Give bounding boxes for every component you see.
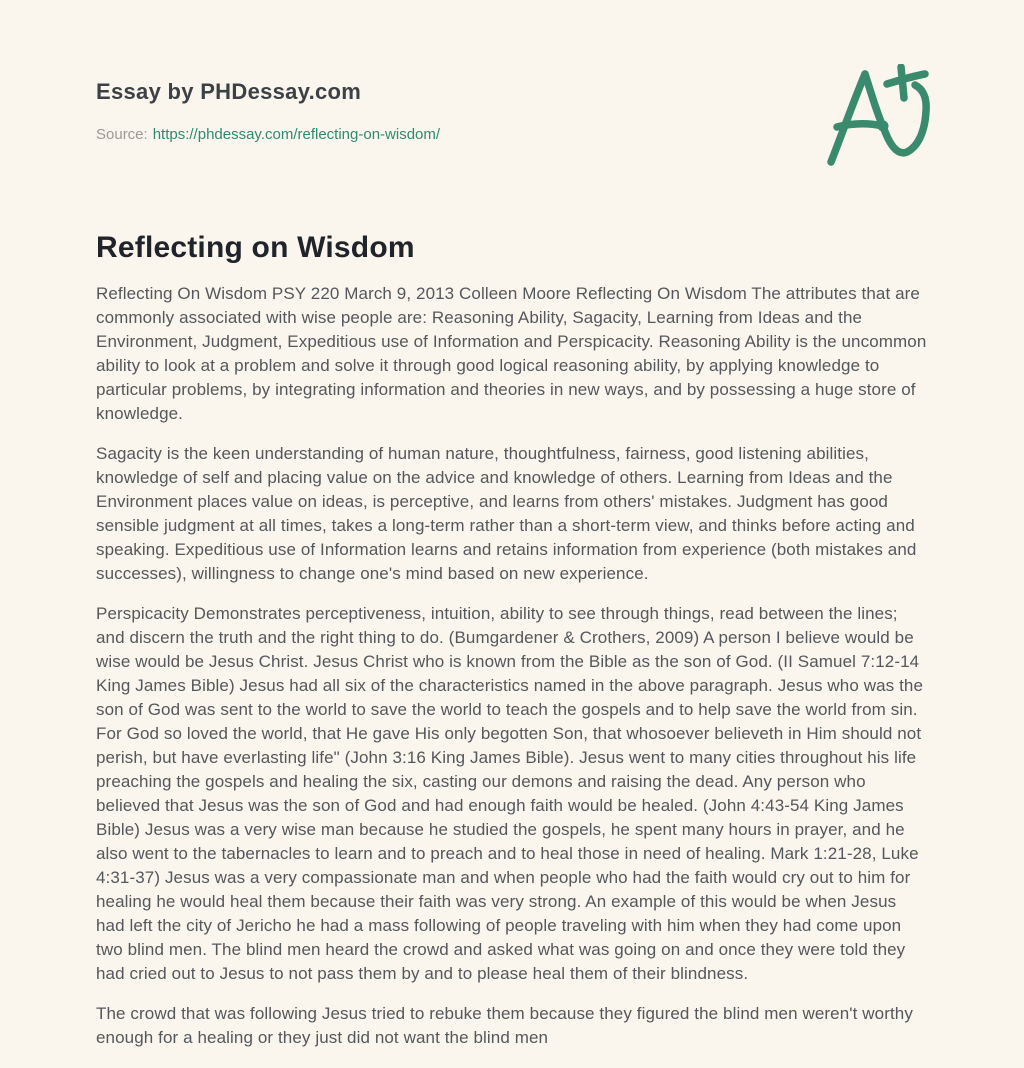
essay-body: [96, 282, 928, 1050]
essay-paragraph: Perspicacity Demonstrates perceptiveness, intuition, ability to see through things, read between the lines; and discern the truth and the right thing to do. (Bumgardener & Crothers, 2009) A person I believe would be wise would be Jesus Christ. Jesus Christ who is known from the Bible as the son of God. (II Samuel 7:12-14 King James Bible) Jesus had all six of the characteristics named in the above paragraph. Jesus who was the son of God was sent to the world to save the world to teach the gospels and to help save the world from sin. For God so loved the world, that He gave His only begotten Son, that whosoever believeth in Him should not perish, but have everlasting life" (John 3:16 King James Bible). Jesus went to many cities throughout his life preaching the gospels and healing the six, casting our demons and raising the dead. Any person who believed that Jesus was the son of God and had enough faith would be healed. (John 4:43-54 King James Bible) Jesus was a very wise man because he studied the gospels, he spent many hours in prayer, and he also went to the tabernacles to learn and to preach and to heal those in need of healing. Mark 1:21-28, Luke 4:31-37) Jesus was a very compassionate man and when people who had the faith would cry out to him for healing he would heal them because their faith was very strong. An example of this would be when Jesus had left the city of Jericho he had a mass following of people traveling with him when they had come upon two blind men. The blind men heard the crowd and asked what was going on and once they were told they had cried out to Jesus to not pass them by and to please heal them of their blindness.: [96, 604, 924, 983]
source-line: [96, 125, 928, 145]
essay-paragraph: Sagacity is the keen understanding of human nature, thoughtfulness, fairness, good listening abilities, knowledge of self and placing value on the advice and knowledge of others. Learning from Ideas and the Environment places value on ideas, is perceptive, and learns from others' mistakes. Judgment has good sensible judgment at all times, takes a long-term rather than a short-term view, and thinks before acting and speaking. Expeditious use of Information learns and retains information from experience (both mistakes and successes), willingness to change one's mind based on new experience.: [96, 444, 917, 583]
page-header: [96, 78, 928, 145]
source-link[interactable]: https://phdessay.com/reflecting-on-wisdom/: [152, 126, 441, 143]
source-label: Source:: [96, 126, 148, 143]
essay-content: [96, 230, 928, 1050]
essay-title: Reflecting on Wisdom: [96, 231, 415, 264]
essay-paragraph: Reflecting On Wisdom PSY 220 March 9, 2013 Colleen Moore Reflecting On Wisdom The attributes that are commonly associated with wise people are: Reasoning Ability, Sagacity, Learning from Ideas and the Environment, Judgment, Expeditious use of Information and Perspicacity. Reasoning Ability is the uncommon ability to look at a problem and solve it through good logical reasoning ability, by applying knowledge to particular problems, by integrating information and theories in new ways, and by possessing a huge store of knowledge.: [96, 284, 927, 423]
site-header-title: Essay by PHDessay.com: [96, 79, 362, 104]
a-plus-logo-icon: [826, 64, 956, 168]
essay-paragraph: The crowd that was following Jesus tried to rebuke them because they figured the blind men weren't worthy enough for a healing or they just did not want the blind men: [96, 1004, 913, 1047]
